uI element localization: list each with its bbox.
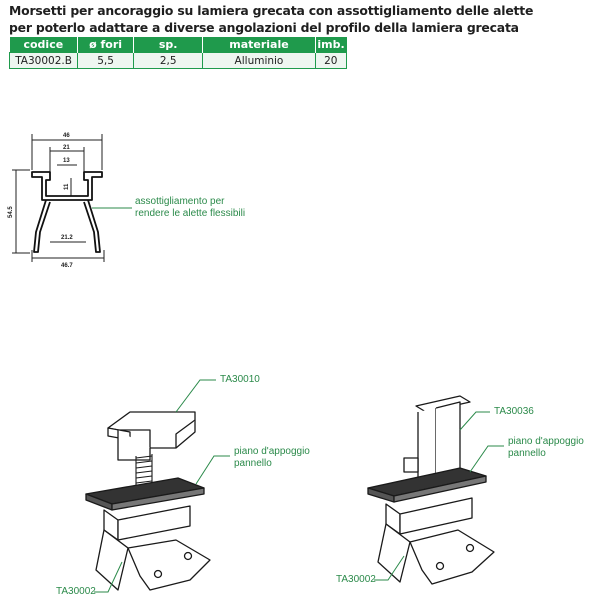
label-right-clamp-code: TA30036: [494, 406, 534, 417]
label-right-plane: [508, 436, 584, 460]
label-right-base-code: TA30002: [336, 574, 376, 585]
cell-materiale: Alluminio: [203, 53, 315, 69]
label-left-base-code: TA30002: [56, 586, 96, 597]
dim-height: 54.5: [8, 206, 14, 218]
dim-slot-width: 13: [63, 158, 70, 164]
profile-note-line-2: rendere le alette flessibili: [135, 208, 246, 219]
dim-slot-depth: 11: [64, 183, 70, 190]
title-line-2: per poterlo adattare a diverse angolazioni del profilo della lamiera grecata: [9, 20, 519, 35]
dim-base-inner: 21.2: [61, 235, 73, 241]
dim-top-width: 46: [63, 133, 70, 139]
col-header-materiale: materiale: [203, 37, 315, 53]
dim-base-width: 46.7: [61, 263, 73, 269]
col-header-fori: ø fori: [78, 37, 134, 53]
col-header-imb: imb.: [315, 37, 346, 53]
label-left-clamp-code: TA30010: [220, 374, 260, 385]
title-line-1: Morsetti per ancoraggio su lamiera grecata con assottigliamento delle alette: [9, 3, 534, 18]
cell-codice: TA30002.B: [10, 53, 78, 69]
dim-inner-width: 21: [63, 145, 70, 151]
label-right-plane-line-2: pannello: [508, 448, 546, 459]
cell-fori: 5,5: [78, 53, 134, 69]
col-header-sp: sp.: [134, 37, 203, 53]
label-right-plane-line-1: piano d'appoggio: [508, 436, 584, 447]
cell-sp: 2,5: [134, 53, 203, 69]
profile-note-line-1: assottigliamento per: [135, 196, 225, 207]
label-left-plane-line-2: pannello: [234, 458, 272, 469]
label-left-plane-line-1: piano d'appoggio: [234, 446, 310, 457]
col-header-codice: codice: [10, 37, 78, 53]
cell-imb: 20: [315, 53, 346, 69]
